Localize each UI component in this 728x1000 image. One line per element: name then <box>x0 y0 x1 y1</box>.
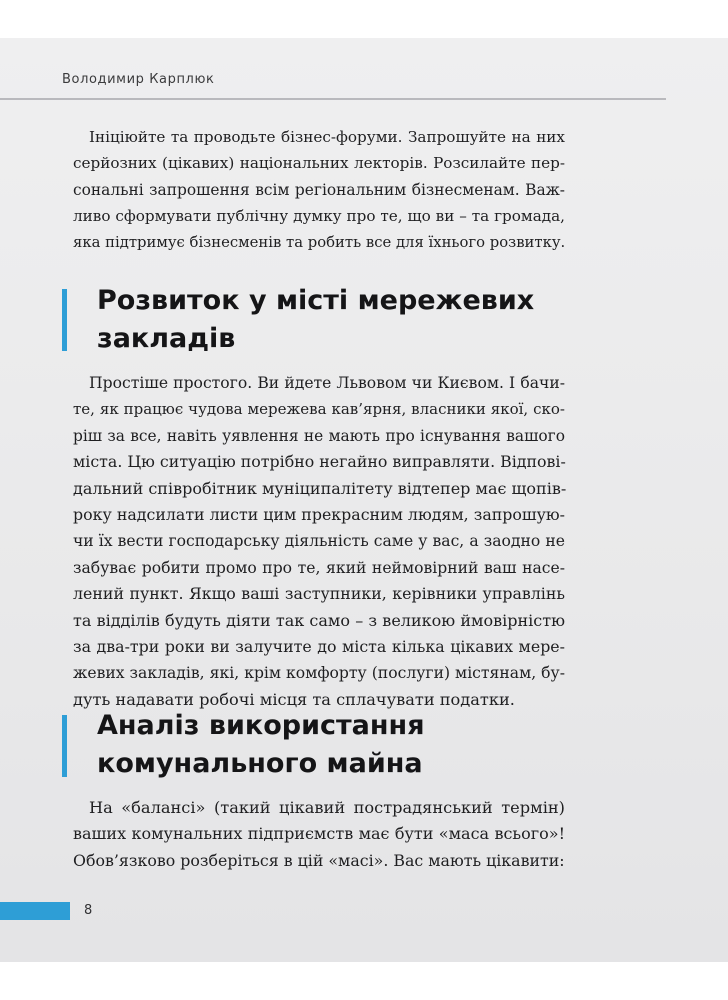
heading-line: Аналіз використання <box>97 710 425 741</box>
paragraph-line: серйозних (цікавих) національних лекторів. Розсилайте пер- <box>73 154 565 173</box>
page-number: 8 <box>84 903 93 918</box>
paragraph-line: за два-три роки ви залучите до міста кілька цікавих мере- <box>73 637 565 657</box>
running-header-author: Володимир Карплюк <box>62 72 215 87</box>
paragraph-line: ливо сформувати публічну думку про те, що ви – та громада, <box>73 207 565 226</box>
paragraph-line: міста. Цю ситуацію потрібно негайно виправляти. Відпові- <box>73 452 566 472</box>
paragraph-business-forums <box>73 124 565 256</box>
heading-line: закладів <box>97 323 236 354</box>
paragraph-line: жевих закладів, які, крім комфорту (послуги) містянам, бу- <box>73 664 565 683</box>
paragraph-line: Простіше простого. Ви йдете Львовом чи Києвом. І бачи- <box>89 374 565 392</box>
paragraph-line: сональні запрошення всім регіональним бізнесменам. Важ- <box>73 180 565 199</box>
paragraph-line: дуть надавати робочі місця та сплачувати податки. <box>73 689 515 709</box>
paragraph-line: Обов’язково розберіться в цій «масі». Вас мають цікавити: <box>73 850 565 870</box>
paragraph-line: дальний співробітник муніципалітету відтепер має щопів- <box>73 478 567 498</box>
heading-line: комунального майна <box>97 748 423 779</box>
paragraph-line: та відділів будуть діяти так само – з великою ймовірністю <box>73 610 565 630</box>
heading-line: Розвиток у місті мережевих <box>97 285 535 316</box>
heading-accent-bar <box>62 289 67 351</box>
heading-accent-bar <box>62 715 67 777</box>
book-page <box>0 38 728 962</box>
heading-municipal-property <box>97 707 425 783</box>
paragraph-chain-venues <box>73 370 565 713</box>
header-rule <box>0 98 666 100</box>
paragraph-municipal-property <box>73 795 565 874</box>
paragraph-line: чи їх вести господарську діяльність саме у вас, а заодно не <box>73 532 565 551</box>
paragraph-line: те, як працює чудова мережева кав’ярня, власники якої, ско- <box>73 400 565 419</box>
paragraph-line: ріш за все, навіть уявлення не мають про існування вашого <box>73 426 565 445</box>
paragraph-line: забуває робити промо про те, який неймовірний ваш насе- <box>73 558 565 577</box>
heading-chain-venues <box>97 282 534 358</box>
folio-accent-bar <box>0 902 70 920</box>
paragraph-line: ваших комунальних підприємств має бути «маса всього»! <box>73 824 565 844</box>
paragraph-line: На «балансі» (такий цікавий пострадянський термін) <box>89 798 565 817</box>
paragraph-line: року надсилати листи цим прекрасним людям, запрошую- <box>73 505 565 525</box>
paragraph-line: яка підтримує бізнесменів та робить все для їхнього розвитку. <box>73 233 566 251</box>
paragraph-line: лений пункт. Якщо ваші заступники, керівники управлінь <box>73 584 565 604</box>
paragraph-line: Ініціюйте та проводьте бізнес-форуми. Запрошуйте на них <box>89 128 565 146</box>
